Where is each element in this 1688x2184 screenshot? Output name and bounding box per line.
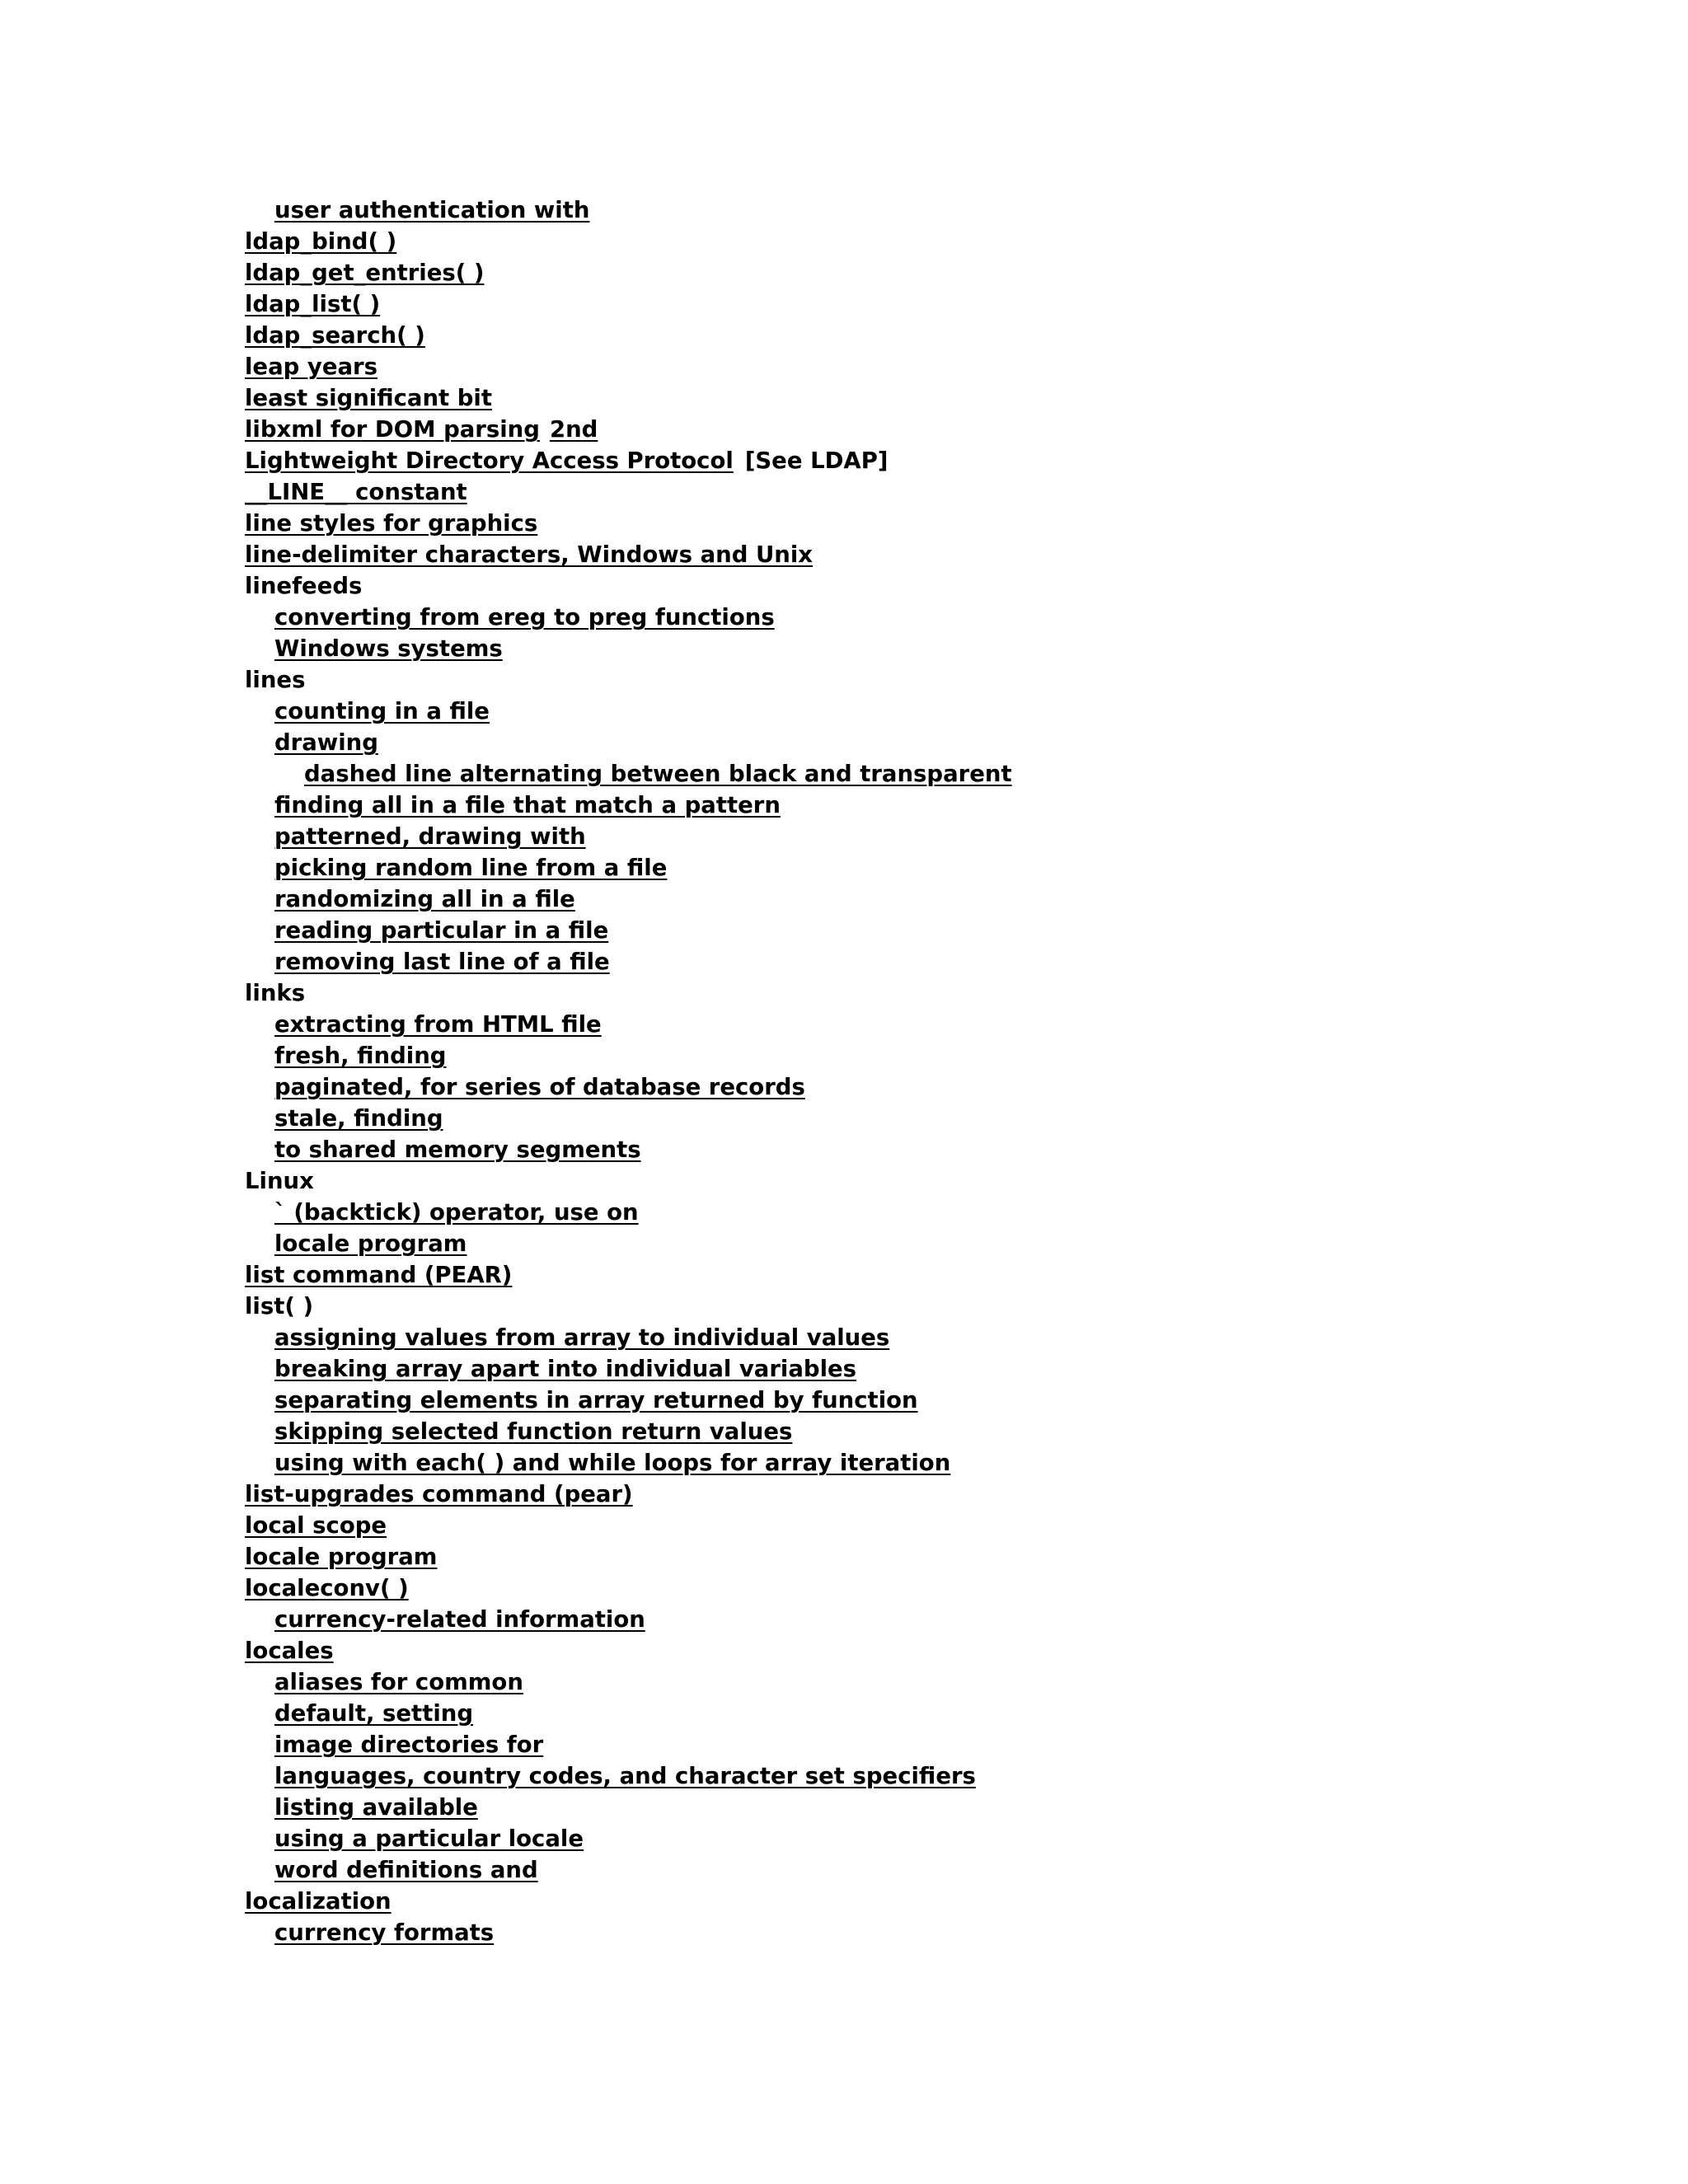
- index-entry-link[interactable]: libxml for DOM parsing: [245, 416, 540, 443]
- index-entry-heading: lines: [245, 667, 306, 693]
- index-entry-heading: Linux: [245, 1168, 314, 1194]
- index-subentry: [245, 633, 1646, 664]
- index-entry-link[interactable]: finding all in a file that match a pattern: [274, 792, 781, 818]
- index-subentry: [245, 1854, 1646, 1886]
- index-entry-link[interactable]: least significant bit: [245, 385, 493, 411]
- index-entry: [245, 288, 1646, 320]
- index-entry: [245, 1259, 1646, 1291]
- index-subentry: [245, 1228, 1646, 1259]
- index-entry: [245, 476, 1646, 508]
- index-subentry: [245, 1729, 1646, 1760]
- index-entry-link[interactable]: currency-related information: [274, 1606, 645, 1633]
- index-entry-link[interactable]: converting from ereg to preg functions: [274, 604, 775, 630]
- index-entry: [245, 382, 1646, 414]
- index-subentry: [245, 1917, 1646, 1948]
- index-subentry: [245, 1698, 1646, 1729]
- index-entry-link[interactable]: fresh, finding: [274, 1043, 447, 1069]
- index-entry-link[interactable]: list command (PEAR): [245, 1262, 513, 1288]
- index-entry-link[interactable]: paginated, for series of database records: [274, 1074, 805, 1100]
- index-entry-link[interactable]: ldap_search( ): [245, 322, 425, 349]
- index-entry: [245, 320, 1646, 351]
- index-subentry: [245, 1604, 1646, 1635]
- index-subentry: [245, 727, 1646, 758]
- index-entry-link[interactable]: assigning values from array to individual values: [274, 1324, 890, 1351]
- index-entry-link[interactable]: stale, finding: [274, 1105, 443, 1132]
- index-entry: [245, 1886, 1646, 1917]
- index-subentry: [245, 1792, 1646, 1823]
- index-subentry: [245, 602, 1646, 633]
- index-subentry: [245, 915, 1646, 946]
- index-entry-link[interactable]: locales: [245, 1638, 334, 1664]
- index-subsubentry: [245, 758, 1646, 790]
- index-entry-link[interactable]: default, setting: [274, 1700, 474, 1727]
- book-index-list: [245, 194, 1646, 1948]
- index-entry-link[interactable]: ` (backtick) operator, use on: [274, 1199, 639, 1226]
- index-entry-link[interactable]: dashed line alternating between black and transparent: [304, 761, 1012, 787]
- index-subentry: [245, 790, 1646, 821]
- index-entry-heading: list( ): [245, 1293, 314, 1319]
- index-entry-link[interactable]: breaking array apart into individual variables: [274, 1356, 857, 1382]
- index-entry-link[interactable]: removing last line of a file: [274, 949, 610, 975]
- index-entry-link[interactable]: reading particular in a file: [274, 917, 609, 944]
- index-subentry: [245, 1040, 1646, 1071]
- index-entry-link[interactable]: currency formats: [274, 1919, 495, 1946]
- index-entry-link[interactable]: aliases for common: [274, 1669, 523, 1695]
- index-subentry: [245, 194, 1646, 226]
- index-entry: [245, 977, 1646, 1009]
- index-subentry: [245, 946, 1646, 977]
- index-entry: [245, 1541, 1646, 1572]
- index-subentry: [245, 821, 1646, 852]
- index-entry-link[interactable]: patterned, drawing with: [274, 823, 586, 850]
- index-entry-heading: linefeeds: [245, 573, 363, 599]
- index-subentry: [245, 1823, 1646, 1854]
- index-subentry: [245, 1666, 1646, 1698]
- index-subentry: [245, 1103, 1646, 1134]
- index-subentry: [245, 1197, 1646, 1228]
- index-entry-link[interactable]: leap years: [245, 354, 377, 380]
- index-entry-heading: links: [245, 980, 306, 1006]
- index-entry-link[interactable]: picking random line from a file: [274, 855, 668, 881]
- index-entry-link[interactable]: local scope: [245, 1512, 387, 1539]
- index-subentry: [245, 1071, 1646, 1103]
- index-entry-link[interactable]: word definitions and: [274, 1857, 538, 1883]
- index-entry-link[interactable]: locale program: [245, 1544, 438, 1570]
- index-entry-link[interactable]: using with each( ) and while loops for array iteration: [274, 1450, 951, 1476]
- index-subentry: [245, 1760, 1646, 1792]
- index-entry-link[interactable]: randomizing all in a file: [274, 886, 575, 912]
- index-entry-link[interactable]: localization: [245, 1888, 392, 1915]
- index-subentry: [245, 1385, 1646, 1416]
- index-subentry: [245, 1009, 1646, 1040]
- index-entry: [245, 1572, 1646, 1604]
- index-entry-link[interactable]: image directories for: [274, 1732, 544, 1758]
- index-entry: [245, 1510, 1646, 1541]
- index-entry-link[interactable]: to shared memory segments: [274, 1137, 641, 1163]
- index-entry: [245, 664, 1646, 696]
- index-entry-link[interactable]: using a particular locale: [274, 1825, 584, 1852]
- index-subentry: [245, 1353, 1646, 1385]
- index-entry: [245, 1479, 1646, 1510]
- index-entry: [245, 414, 1646, 445]
- index-entry: [245, 1291, 1646, 1322]
- index-entry-link[interactable]: languages, country codes, and character set specifiers: [274, 1763, 976, 1789]
- page-reference-link[interactable]: 2nd: [549, 416, 598, 443]
- index-entry: [245, 1635, 1646, 1666]
- index-entry-link[interactable]: localeconv( ): [245, 1575, 409, 1601]
- index-entry-link[interactable]: ldap_list( ): [245, 291, 381, 317]
- index-entry-link[interactable]: line-delimiter characters, Windows and Unix: [245, 541, 814, 568]
- index-subentry: [245, 1447, 1646, 1479]
- index-entry: [245, 1165, 1646, 1197]
- index-entry-link[interactable]: ldap_get_entries( ): [245, 260, 485, 286]
- index-entry: [245, 508, 1646, 539]
- index-entry-link[interactable]: skipping selected function return values: [274, 1418, 793, 1445]
- index-entry: [245, 351, 1646, 382]
- index-entry: [245, 570, 1646, 602]
- index-entry: [245, 539, 1646, 570]
- index-entry: [245, 257, 1646, 288]
- index-subentry: [245, 1134, 1646, 1165]
- index-subentry: [245, 1322, 1646, 1353]
- index-entry-link[interactable]: user authentication with: [274, 197, 590, 223]
- index-entry: [245, 226, 1646, 257]
- index-entry: [245, 445, 1646, 476]
- index-subentry: [245, 883, 1646, 915]
- index-entry-link[interactable]: ldap_bind( ): [245, 228, 397, 255]
- index-entry-link[interactable]: line styles for graphics: [245, 510, 538, 537]
- index-entry-link[interactable]: separating elements in array returned by function: [274, 1387, 918, 1413]
- index-entry-link[interactable]: locale program: [274, 1230, 467, 1257]
- index-entry-link[interactable]: Windows systems: [274, 635, 503, 662]
- index-entry-link[interactable]: Lightweight Directory Access Protocol: [245, 448, 734, 474]
- index-entry-link[interactable]: counting in a file: [274, 698, 490, 724]
- see-reference: [See LDAP]: [744, 448, 889, 474]
- index-subentry: [245, 696, 1646, 727]
- index-subentry: [245, 1416, 1646, 1447]
- index-entry-link[interactable]: extracting from HTML file: [274, 1011, 602, 1038]
- index-entry-link[interactable]: __LINE__ constant: [245, 479, 467, 505]
- index-entry-link[interactable]: listing available: [274, 1794, 478, 1821]
- index-entry-link[interactable]: drawing: [274, 729, 378, 756]
- index-subentry: [245, 852, 1646, 883]
- index-entry-link[interactable]: list-upgrades command (pear): [245, 1481, 633, 1507]
